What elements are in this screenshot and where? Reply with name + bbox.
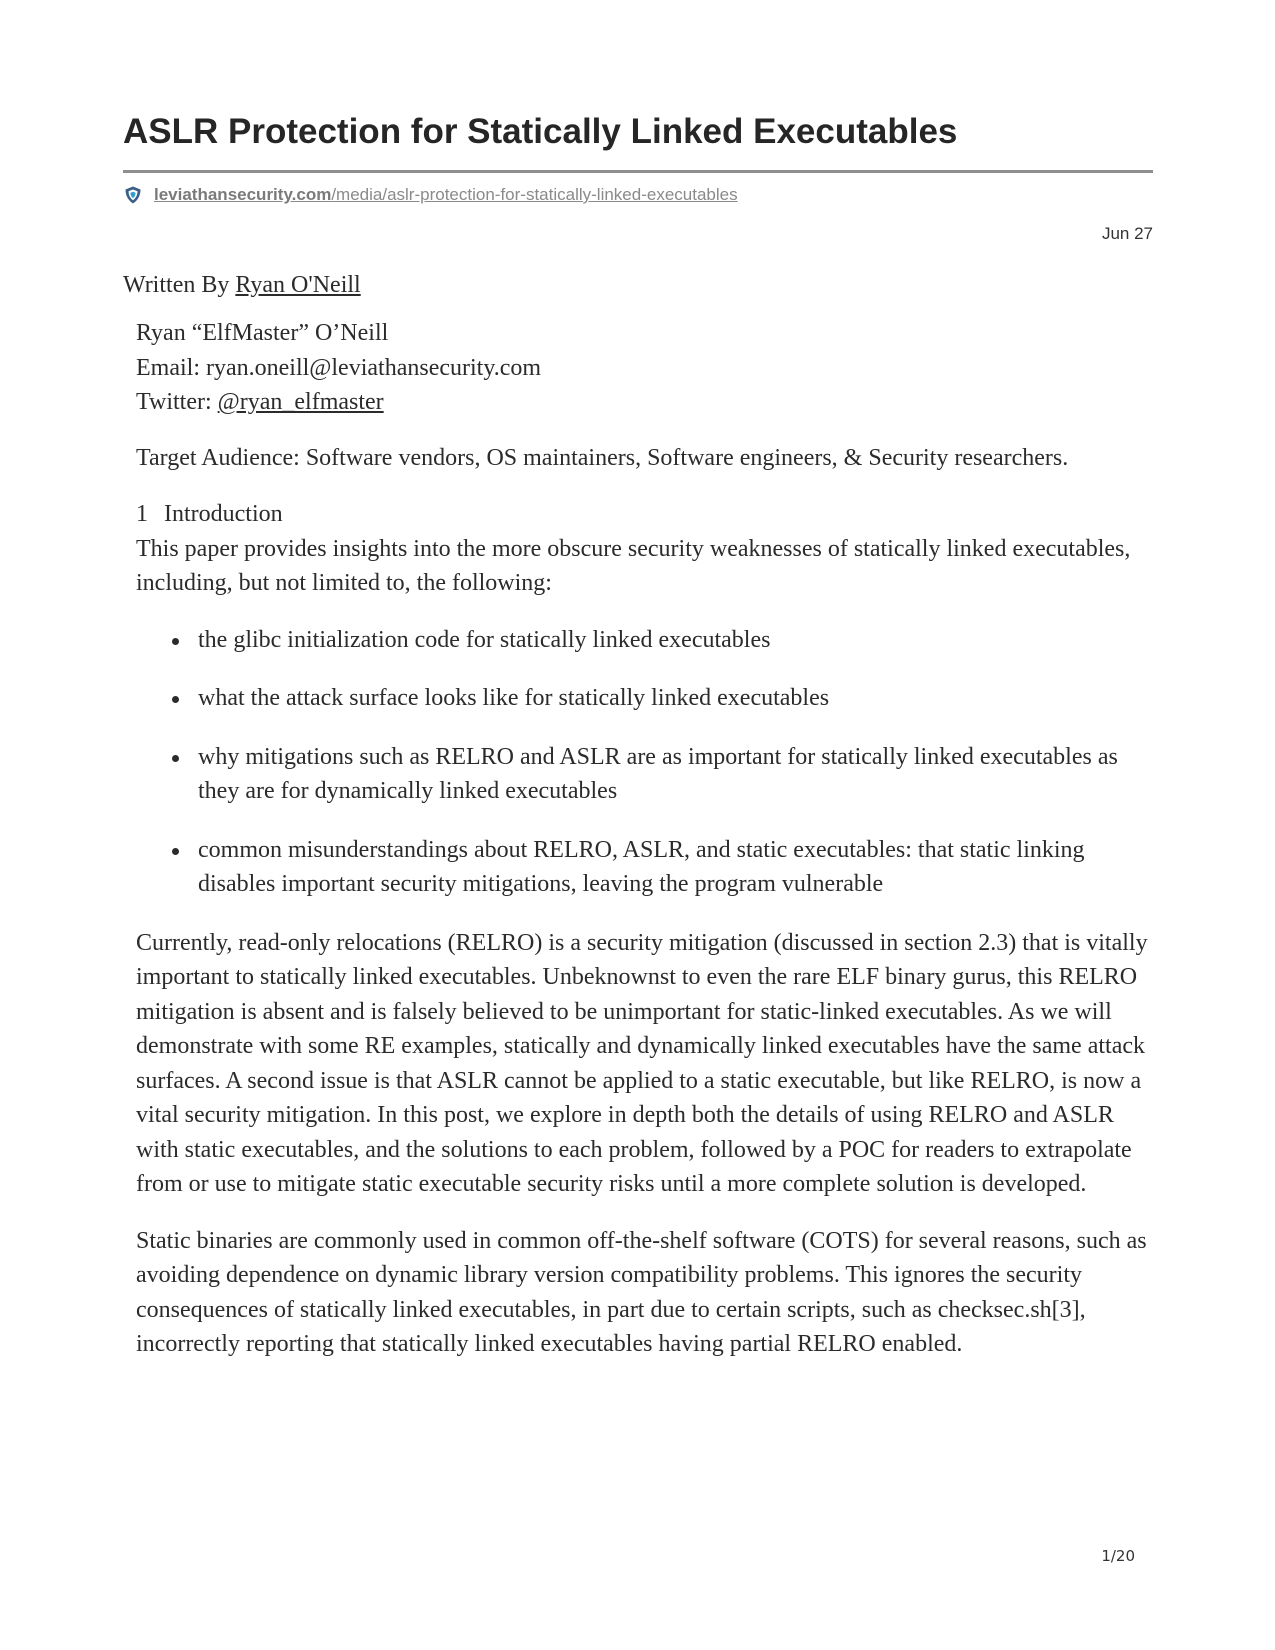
bullet-list — [136, 623, 1156, 902]
author-email: Email: ryan.oneill@leviathansecurity.com — [136, 354, 542, 381]
bullet-icon — [172, 638, 179, 645]
spacer — [136, 475, 1156, 497]
article-body — [136, 316, 1156, 1362]
shield-icon — [123, 185, 143, 205]
spacer — [136, 601, 1156, 623]
title-divider — [123, 170, 1153, 173]
section-heading — [136, 497, 1156, 532]
byline-prefix: Written By — [123, 272, 236, 298]
list-item — [136, 681, 1156, 716]
paragraph: Currently, read-only relocations (RELRO) is a security mitigation (discussed in section 2.3) that is vitally important to statically linked executables. Unbeknownst to even the rare ELF binary gurus, this RELRO mitigation is absent and is falsely believed to be unimportant for static-linked executables. As we will demonstrate with some RE examples, statically and dynamically linked executables have the same attack surfaces. A second issue is that ASLR cannot be applied to a static executable, but like RELRO, is now a vital security mitigation. In this post, we explore in depth both the details of using RELRO and ASLR with static executables, and the solutions to each problem, followed by a POC for readers to extrapolate from or use to mitigate static executable security risks until a more complete solution is developed. — [136, 929, 1148, 1197]
list-item-text: what the attack surface looks like for statically linked executables — [198, 685, 830, 711]
page-title: ASLR Protection for Statically Linked Executables — [123, 112, 958, 151]
author-twitter — [136, 385, 1156, 420]
byline — [123, 272, 361, 299]
author-link[interactable]: Ryan O'Neill — [235, 272, 361, 298]
section-number: 1 — [136, 501, 148, 527]
target-audience: Target Audience: Software vendors, OS maintainers, Software engineers, & Security researchers. — [136, 444, 1069, 471]
list-item-text: the glibc initialization code for statically linked executables — [198, 626, 771, 653]
list-item-text: common misunderstandings about RELRO, ASLR, and static executables: that static linking disables important security mitigations, leaving the program vulnerable — [198, 836, 1085, 897]
section-title: Introduction — [164, 501, 283, 527]
page-number: 1/20 — [1101, 1547, 1135, 1565]
source-domain: leviathansecurity.com — [154, 185, 332, 204]
spacer — [136, 420, 1156, 441]
source-url-link[interactable] — [154, 185, 738, 205]
spacer — [136, 1202, 1156, 1224]
twitter-link[interactable]: @ryan_elfmaster — [217, 389, 384, 415]
source-link — [123, 184, 738, 206]
author-name: Ryan “ElfMaster” O’Neill — [136, 320, 389, 346]
publish-date: Jun 27 — [1101, 224, 1153, 243]
section-intro: This paper provides insights into the more obscure security weaknesses of statically linked executables, including, but not limited to, the following: — [136, 535, 1131, 596]
list-item — [136, 740, 1156, 809]
bullet-icon — [172, 755, 179, 762]
paragraph: Static binaries are commonly used in common off-the-shelf software (COTS) for several reasons, such as avoiding dependence on dynamic library version compatibility problems. This ignores the security consequences of statically linked executables, in part due to certain scripts, such as checksec.sh[3], incorrectly reporting that statically linked executables having partial RELRO enabled. — [136, 1227, 1147, 1357]
twitter-prefix: Twitter: — [136, 389, 218, 415]
list-item-text: why mitigations such as RELRO and ASLR are as important for statically linked executables as they are for dynamically linked executables — [198, 743, 1118, 804]
list-item — [136, 623, 1156, 658]
list-item — [136, 833, 1156, 902]
bullet-icon — [172, 696, 179, 703]
author-block — [136, 316, 1156, 420]
bullet-icon — [172, 848, 179, 855]
source-path: /media/aslr-protection-for-statically-linked-executables — [331, 185, 738, 204]
